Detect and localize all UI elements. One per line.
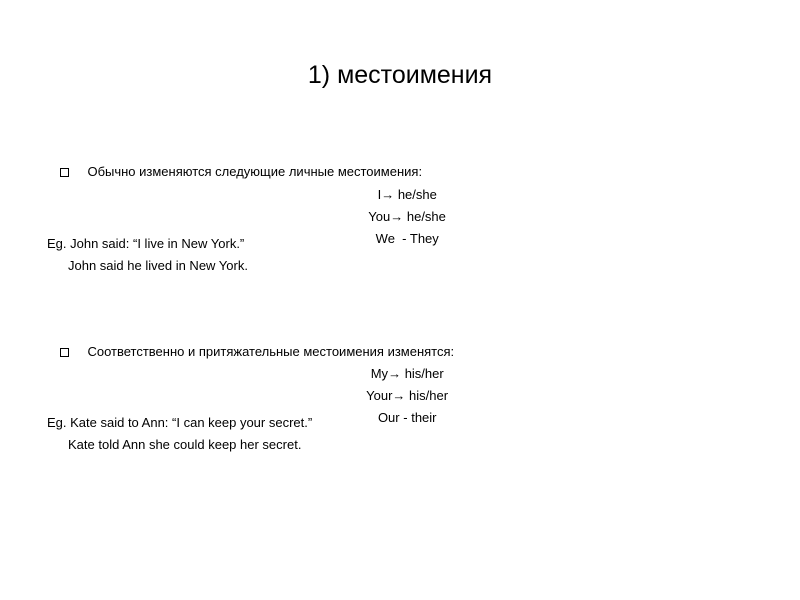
- dash-separator: -: [402, 231, 407, 246]
- mapping-to: They: [409, 231, 439, 246]
- mapping-to: his/her: [409, 388, 449, 403]
- checkbox-bullet-icon: [60, 348, 69, 357]
- mapping-from: I: [377, 187, 382, 202]
- mapping-from: You: [368, 209, 391, 224]
- right-arrow-icon: →: [381, 187, 395, 202]
- example-text: lived in New York.: [141, 258, 248, 273]
- example-reported-sentence: [68, 257, 248, 275]
- checkbox-bullet-icon: [60, 168, 69, 177]
- mapping-to: he/she: [397, 187, 437, 202]
- dash-separator: -: [403, 410, 408, 425]
- bullet-text: Обычно изменяются следующие личные местоимения:: [87, 164, 423, 179]
- right-arrow-icon: →: [392, 388, 406, 403]
- mapping-to: his/her: [404, 366, 444, 381]
- bullet-text: Соответственно и притяжательные местоимения изменятся:: [87, 344, 455, 359]
- highlighted-pronoun: he: [127, 258, 142, 273]
- mapping-from: We: [375, 231, 395, 246]
- example-text: Kate told Ann she could keep: [68, 437, 241, 452]
- mapping-from: Our: [377, 410, 400, 425]
- right-arrow-icon: →: [390, 209, 404, 224]
- mapping-from: Your: [366, 388, 393, 403]
- mapping-to: their: [411, 410, 437, 425]
- example-text: John said: [68, 258, 128, 273]
- mapping-to: he/she: [406, 209, 446, 224]
- example-text: secret.: [258, 437, 302, 452]
- mapping-from: My: [370, 366, 389, 381]
- right-arrow-icon: →: [388, 366, 402, 381]
- example-sentence: Eg. Kate said to Ann: “I can keep your secret.”: [47, 415, 313, 430]
- pronoun-mapping: [200, 212, 600, 266]
- highlighted-pronoun: her: [240, 437, 259, 452]
- example-reported-sentence: [68, 436, 301, 454]
- example-sentence: Eg. John said: “I live in New York.”: [47, 236, 245, 251]
- slide-title: 1) местоимения: [307, 61, 493, 89]
